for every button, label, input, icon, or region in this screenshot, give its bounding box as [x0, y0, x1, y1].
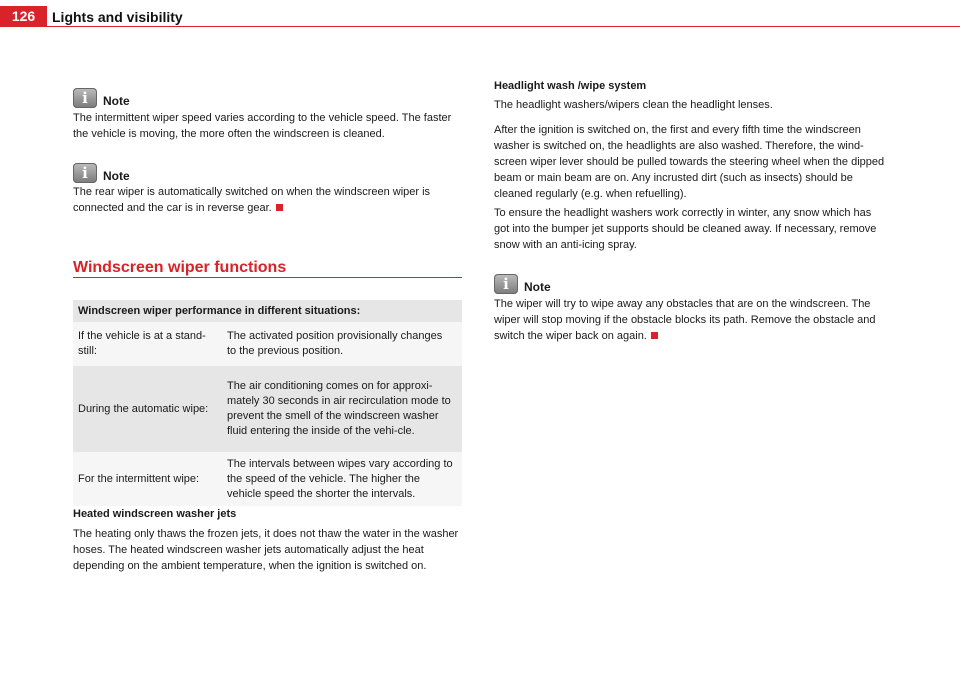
table-cell-behaviour: The activated position provisionally changes to the previous position. [227, 330, 443, 357]
table-cell-situation: During the automatic wipe: [78, 402, 209, 415]
table-row [73, 322, 462, 366]
note-2-heading [73, 163, 130, 183]
info-note-icon: i [73, 88, 97, 108]
headlight-p1: The headlight washers/wipers clean the headlight lenses. [494, 99, 773, 111]
headlight-title-text: Headlight wash /wipe system [494, 80, 647, 92]
section-end-icon [651, 332, 658, 339]
section-heading: Windscreen wiper functions [73, 259, 287, 276]
note-label: Note [103, 169, 130, 183]
headlight-p3: To ensure the headlight washers work correctly in winter, any snow which has got into the bumper jet supports should be cleaned away. If necessary, remove snow with an anti-icing spray. [494, 207, 877, 251]
table-cell-situation: For the intermittent wipe: [78, 472, 200, 485]
table-cell-behaviour: The air conditioning comes on for approxi-mately 30 seconds in air recirculation mode to prevent the smell of the windscreen washer fluid entering the inside of the vehi-cle. [227, 380, 451, 437]
header-rule [47, 26, 960, 27]
table-row [73, 366, 462, 452]
heated-jets-title [73, 506, 465, 522]
heated-jets-text: The heating only thaws the frozen jets, it does not thaw the water in the washer hoses. The heated windscreen washer jets automatically adjust the heat depending on the ambient temperature, when the ignition is switched on. [73, 528, 459, 572]
note-2-text [73, 184, 465, 216]
note-2-body: The rear wiper is automatically switched on when the windscreen wiper is connected and the car is in reverse gear. [73, 186, 431, 214]
note-3-heading [494, 274, 551, 294]
table-title: Windscreen wiper performance in different situations: [73, 300, 462, 322]
info-note-icon: i [494, 274, 518, 294]
section-title: Lights and visibility [52, 9, 183, 25]
note-1-heading [73, 88, 130, 108]
section-end-icon [276, 204, 283, 211]
table-cell-situation: If the vehicle is at a stand-still: [78, 330, 206, 357]
note-label: Note [524, 280, 551, 294]
note-3-text [494, 296, 886, 344]
table-row [73, 452, 462, 506]
table-cell-behaviour: The intervals between wipes vary according to the speed of the vehicle. The higher the vehicle speed the shorter the intervals. [227, 457, 453, 500]
headlight-title [494, 78, 886, 94]
note-1-text: The intermittent wiper speed varies according to the vehicle speed. The faster the vehicle is moving, the more often the windscreen is cleaned. [73, 112, 452, 140]
headlight-p2: After the ignition is switched on, the first and every fifth time the windscreen washer is switched on, the headlights are also washed. Therefore, the wind-screen wiper lever should be pulled towards the steering wheel when the dipped beam or main beam are on. Any incrusted dirt (such as insects) should be cleaned regularly (e.g. when refuelling). [494, 124, 885, 200]
page-header [0, 0, 960, 28]
note-label: Note [103, 94, 130, 108]
wiper-performance-table [73, 300, 462, 506]
note-3-body: The wiper will try to wipe away any obstacles that are on the windscreen. The wiper will stop moving if the obstacle blocks its path. Remove the obstacle and switch the wiper back on again. [494, 298, 876, 342]
page-number: 126 [0, 6, 47, 27]
heading-rule [73, 277, 462, 278]
heated-jets-title-text: Heated windscreen washer jets [73, 508, 237, 520]
info-note-icon: i [73, 163, 97, 183]
